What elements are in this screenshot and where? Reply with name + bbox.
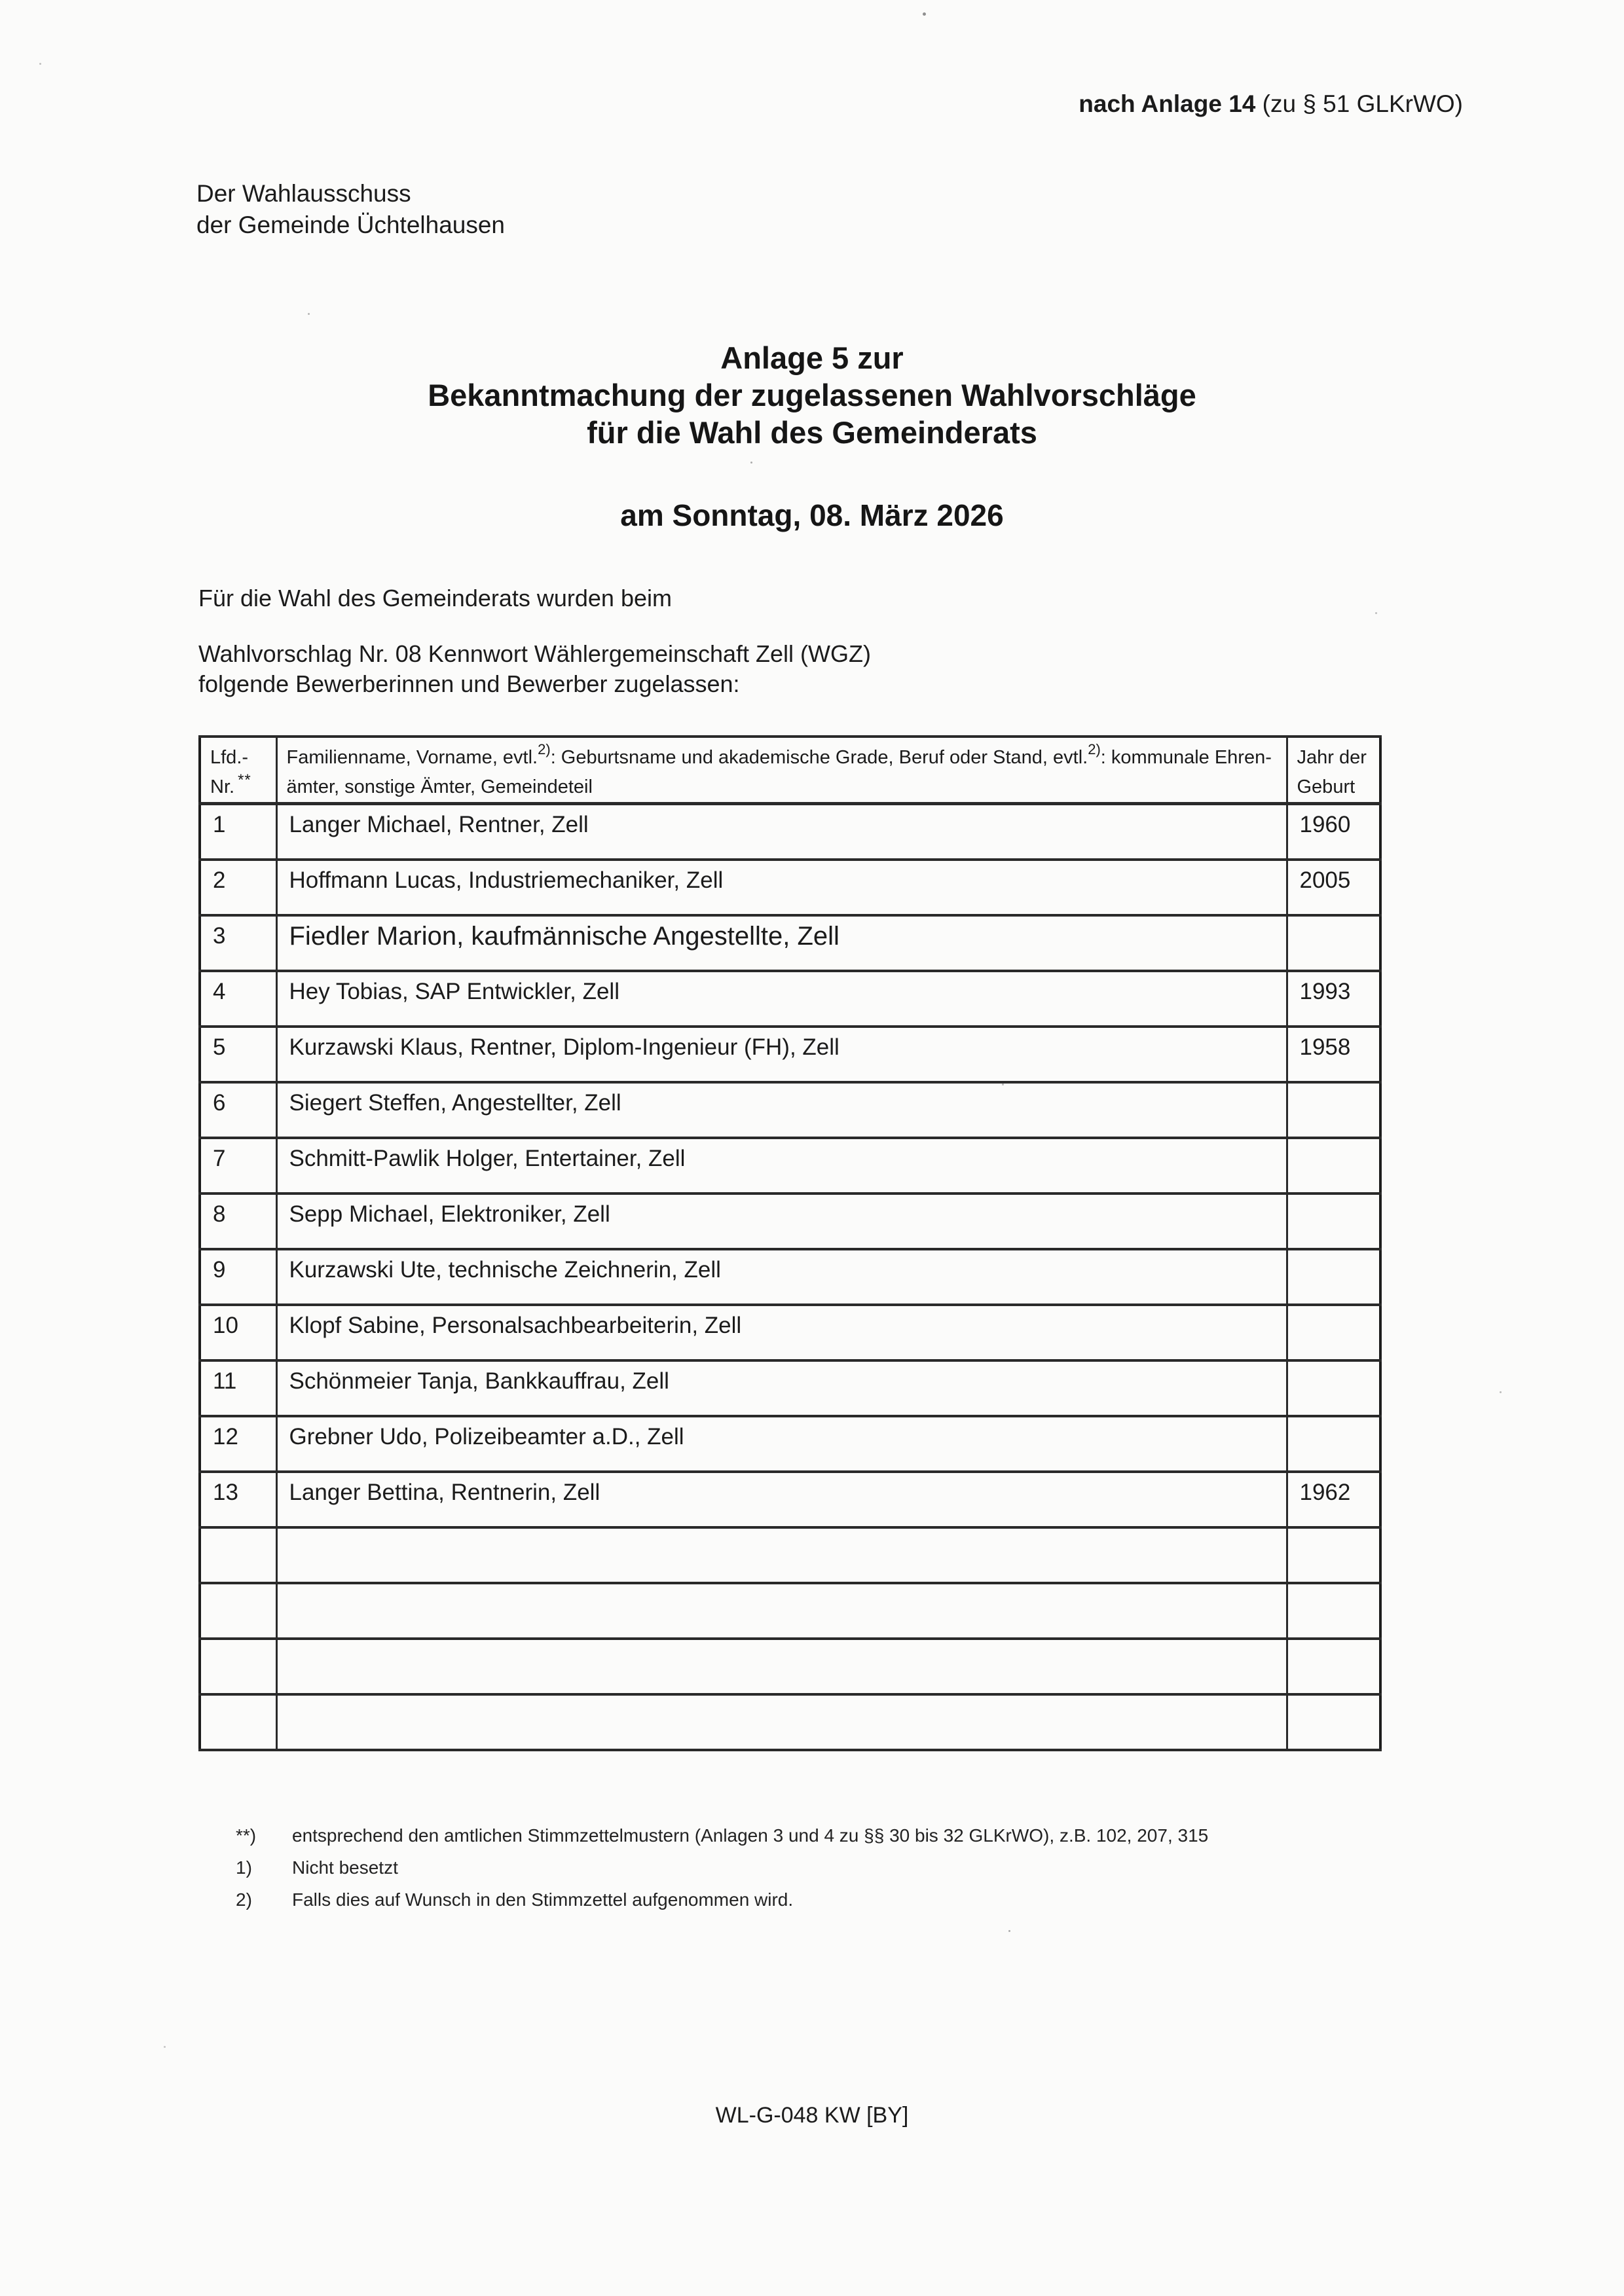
cell-year xyxy=(1287,915,1380,971)
cell-year-empty xyxy=(1287,1527,1380,1583)
cell-name-empty xyxy=(276,1694,1287,1750)
cell-name: Hoffmann Lucas, Industriemechaniker, Zell xyxy=(276,860,1287,915)
cell-year xyxy=(1287,1305,1380,1360)
table-row-empty xyxy=(200,1583,1380,1639)
table-row xyxy=(200,860,1380,915)
table-row xyxy=(200,1305,1380,1360)
header-name-part1: Familienname, Vorname, evtl. xyxy=(286,747,538,768)
proposal-line-2: folgende Bewerberinnen und Bewerber zugelassen: xyxy=(198,670,740,697)
footnote-marker: 2) xyxy=(236,1889,252,1910)
cell-name: Schmitt-Pawlik Holger, Entertainer, Zell xyxy=(276,1138,1287,1194)
footnote-marker: **) xyxy=(236,1825,257,1846)
cell-nr: 7 xyxy=(200,1138,276,1194)
cell-nr: 6 xyxy=(200,1082,276,1138)
cell-year-empty xyxy=(1287,1583,1380,1639)
cell-name: Langer Michael, Rentner, Zell xyxy=(276,804,1287,860)
cell-year-empty xyxy=(1287,1639,1380,1694)
cell-nr: 10 xyxy=(200,1305,276,1360)
intro-paragraph: Für die Wahl des Gemeinderats wurden beim xyxy=(198,585,672,611)
footnote-text: entsprechend den amtlichen Stimmzettelmustern (Anlagen 3 und 4 zu §§ 30 bis 32 GLKrWO), z.B. 102, 207, 315 xyxy=(292,1825,1209,1846)
header-lfd-line2: Nr. xyxy=(210,776,235,797)
header-name-part3: : kommunale Ehren- xyxy=(1100,747,1272,768)
cell-year: 2005 xyxy=(1287,860,1380,915)
table-row xyxy=(200,1416,1380,1472)
cell-nr-empty xyxy=(200,1527,276,1583)
cell-nr-empty xyxy=(200,1583,276,1639)
header-name-sup2: 2) xyxy=(1088,741,1101,757)
cell-name: Hey Tobias, SAP Entwickler, Zell xyxy=(276,971,1287,1027)
cell-name: Grebner Udo, Polizeibeamter a.D., Zell xyxy=(276,1416,1287,1472)
cell-nr: 11 xyxy=(200,1360,276,1416)
cell-year xyxy=(1287,1082,1380,1138)
scan-noise xyxy=(0,0,2,2)
cell-name: Sepp Michael, Elektroniker, Zell xyxy=(276,1194,1287,1249)
form-code: WL-G-048 KW [BY] xyxy=(715,2103,909,2128)
sender-line-1: Der Wahlausschuss xyxy=(196,180,411,207)
cell-name: Schönmeier Tanja, Bankkauffrau, Zell xyxy=(276,1360,1287,1416)
cell-nr: 5 xyxy=(200,1027,276,1082)
cell-nr: 13 xyxy=(200,1472,276,1527)
title-line-2: Bekanntmachung der zugelassenen Wahlvorschläge xyxy=(428,378,1196,412)
cell-year xyxy=(1287,1249,1380,1305)
table-row xyxy=(200,1194,1380,1249)
cell-year-empty xyxy=(1287,1694,1380,1750)
cell-year: 1958 xyxy=(1287,1027,1380,1082)
cell-name: Langer Bettina, Rentnerin, Zell xyxy=(276,1472,1287,1527)
cell-name: Siegert Steffen, Angestellter, Zell xyxy=(276,1082,1287,1138)
cell-year xyxy=(1287,1138,1380,1194)
cell-year: 1960 xyxy=(1287,804,1380,860)
election-date: am Sonntag, 08. März 2026 xyxy=(620,498,1004,532)
header-birth-year xyxy=(1287,737,1380,804)
table-row xyxy=(200,1472,1380,1527)
cell-nr-empty xyxy=(200,1639,276,1694)
annex-reference-rest: (zu § 51 GLKrWO) xyxy=(1255,90,1463,117)
candidates-table xyxy=(198,735,1382,1751)
header-lfd-nr xyxy=(200,737,276,804)
cell-nr-empty xyxy=(200,1694,276,1750)
proposal-line-1: Wahlvorschlag Nr. 08 Kennwort Wählergemeinschaft Zell (WGZ) xyxy=(198,640,872,667)
footnote xyxy=(236,1825,1208,1846)
footnote xyxy=(236,1857,1208,1878)
annex-reference-bold: nach Anlage 14 xyxy=(1079,90,1256,117)
footnote xyxy=(236,1889,1208,1910)
header-name-part2: : Geburtsname und akademische Grade, Beruf oder Stand, evtl. xyxy=(550,747,1088,768)
cell-name-empty xyxy=(276,1527,1287,1583)
cell-name-empty xyxy=(276,1583,1287,1639)
header-year-line2: Geburt xyxy=(1297,776,1356,797)
cell-year: 1962 xyxy=(1287,1472,1380,1527)
document-title xyxy=(0,339,1624,451)
header-name-line2: ämter, sonstige Ämter, Gemeindeteil xyxy=(286,776,593,797)
cell-name: Kurzawski Klaus, Rentner, Diplom-Ingenieur (FH), Zell xyxy=(276,1027,1287,1082)
cell-nr: 1 xyxy=(200,804,276,860)
footnote-marker: 1) xyxy=(236,1857,252,1878)
table-row xyxy=(200,804,1380,860)
table-row xyxy=(200,915,1380,971)
cell-nr: 4 xyxy=(200,971,276,1027)
cell-nr: 2 xyxy=(200,860,276,915)
footnote-text: Falls dies auf Wunsch in den Stimmzettel aufgenommen wird. xyxy=(292,1889,794,1910)
table-header-row xyxy=(200,737,1380,804)
table-row xyxy=(200,1249,1380,1305)
table-row xyxy=(200,971,1380,1027)
cell-nr: 9 xyxy=(200,1249,276,1305)
footnote-text: Nicht besetzt xyxy=(292,1857,398,1878)
cell-name: Klopf Sabine, Personalsachbearbeiterin, Zell xyxy=(276,1305,1287,1360)
table-row-empty xyxy=(200,1694,1380,1750)
table-row xyxy=(200,1138,1380,1194)
sender-block xyxy=(196,178,505,241)
header-lfd-footnote-mark: ** xyxy=(238,771,251,789)
cell-name: Fiedler Marion, kaufmännische Angestellte, Zell xyxy=(276,915,1287,971)
header-lfd-line1: Lfd.- xyxy=(210,747,249,768)
table-row xyxy=(200,1027,1380,1082)
cell-nr: 8 xyxy=(200,1194,276,1249)
cell-year xyxy=(1287,1360,1380,1416)
footnotes xyxy=(236,1825,1208,1922)
cell-year: 1993 xyxy=(1287,971,1380,1027)
cell-year xyxy=(1287,1416,1380,1472)
title-line-3: für die Wahl des Gemeinderats xyxy=(587,415,1037,450)
table-row-empty xyxy=(200,1527,1380,1583)
table-row-empty xyxy=(200,1639,1380,1694)
annex-reference xyxy=(1079,90,1463,118)
cell-nr: 3 xyxy=(200,915,276,971)
cell-nr: 12 xyxy=(200,1416,276,1472)
header-year-line1: Jahr der xyxy=(1297,747,1367,768)
cell-name: Kurzawski Ute, technische Zeichnerin, Zell xyxy=(276,1249,1287,1305)
title-line-1: Anlage 5 zur xyxy=(720,340,904,375)
header-name xyxy=(276,737,1287,804)
table-row xyxy=(200,1082,1380,1138)
sender-line-2: der Gemeinde Üchtelhausen xyxy=(196,211,506,238)
proposal-paragraph xyxy=(198,639,871,699)
cell-year xyxy=(1287,1194,1380,1249)
cell-name-empty xyxy=(276,1639,1287,1694)
table-row xyxy=(200,1360,1380,1416)
header-name-sup1: 2) xyxy=(538,741,551,757)
